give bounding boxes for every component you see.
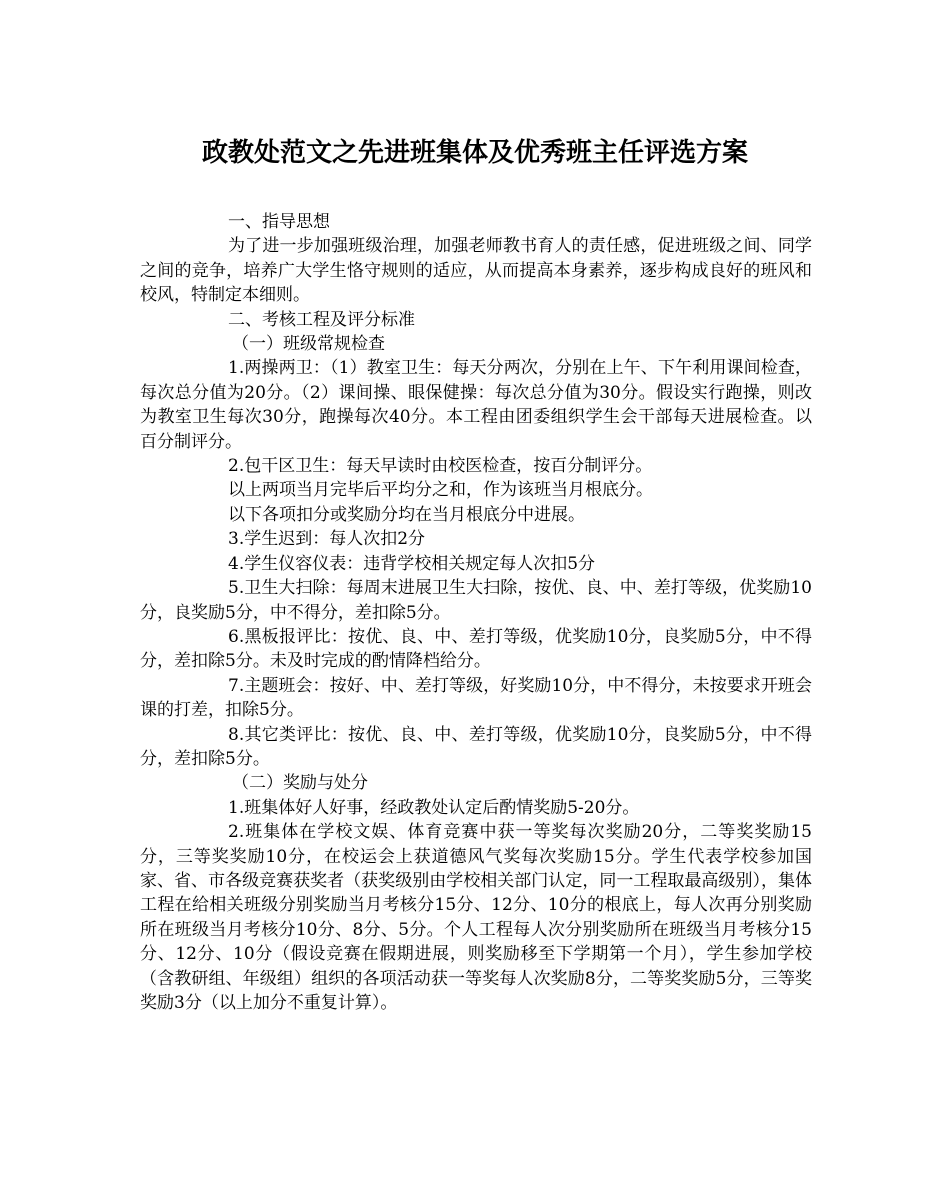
paragraph: 5.卫生大扫除：每周末进展卫生大扫除，按优、良、中、差打等级，优奖励10分，良奖励5分，中不得分，差扣除5分。 — [140, 578, 812, 623]
paragraph: 8.其它类评比：按优、良、中、差打等级，优奖励10分，良奖励5分，中不得分，差扣除5分。 — [140, 724, 812, 769]
paragraph: 4.学生仪容仪表：违背学校相关规定每人次扣5分 — [228, 553, 596, 574]
paragraph: 1.两操两卫：（1）教室卫生：每天分两次，分别在上午、下午利用课间检查，每次总分值为20分。（2）课间操、眼保健操：每次总分值为30分。假设实行跑操，则改为教室卫生每次30分，跑操每次40分。本工程由团委组织学生会干部每天进展检查。以百分制评分。 — [140, 358, 812, 452]
paragraph: 以上两项当月完毕后平均分之和，作为该班当月根底分。 — [228, 480, 653, 501]
section-heading: 二、考核工程及评分标准 — [228, 309, 415, 330]
document-body — [140, 210, 812, 1015]
document-title: 政教处范文之先进班集体及优秀班主任评选方案 — [201, 138, 748, 168]
paragraph: 为了进一步加强班级治理，加强老师教书育人的责任感，促进班级之间、同学之间的竞争，培养广大学生恪守规则的适应，从而提高本身素养，逐步构成良好的班风和校风，特制定本细则。 — [140, 236, 812, 306]
paragraph: 以下各项扣分或奖励分均在当月根底分中进展。 — [228, 504, 585, 525]
subsection-heading: （二）奖励与处分 — [232, 773, 368, 794]
paragraph: 2.包干区卫生：每天早读时由校医检查，按百分制评分。 — [228, 456, 653, 477]
paragraph: 7.主题班会：按好、中、差打等级，好奖励10分，中不得分，未按要求开班会课的打差，扣除5分。 — [140, 675, 812, 721]
paragraph: 1.班集体好人好事，经政教处认定后酌情奖励5-20分。 — [228, 797, 640, 818]
paragraph: 3.学生迟到：每人次扣2分 — [228, 529, 426, 550]
paragraph: 2.班集体在学校文娱、体育竞赛中获一等奖每次奖励20分，二等奖奖励15分，三等奖奖励10分，在校运会上获道德风气奖每次奖励15分。学生代表学校参加国家、省、市各级竞赛获奖者（获奖级别由学校相关部门认定，同一工程取最高级别），集体工程在给相关班级分别奖励当月考核分15分、12分、10分的根底上，每人次再分别奖励所在班级当月考核分10分、8分、5分。个人工程每人次分别奖励所在班级当月考核分15分、12分、10分（假设竞赛在假期进展，则奖励移至下学期第一个月），学生参加学校（含教研组、年级组）组织的各项活动获一等奖每人次奖励8分，二等奖奖励5分，三等奖奖励3分（以上加分不重复计算）。 — [140, 822, 812, 1013]
section-heading: 一、指导思想 — [228, 212, 330, 232]
subsection-heading: （一）班级常规检查 — [232, 334, 385, 355]
paragraph: 6.黑板报评比：按优、良、中、差打等级，优奖励10分，良奖励5分，中不得分，差扣除5分。未及时完成的酌情降档给分。 — [140, 626, 812, 672]
